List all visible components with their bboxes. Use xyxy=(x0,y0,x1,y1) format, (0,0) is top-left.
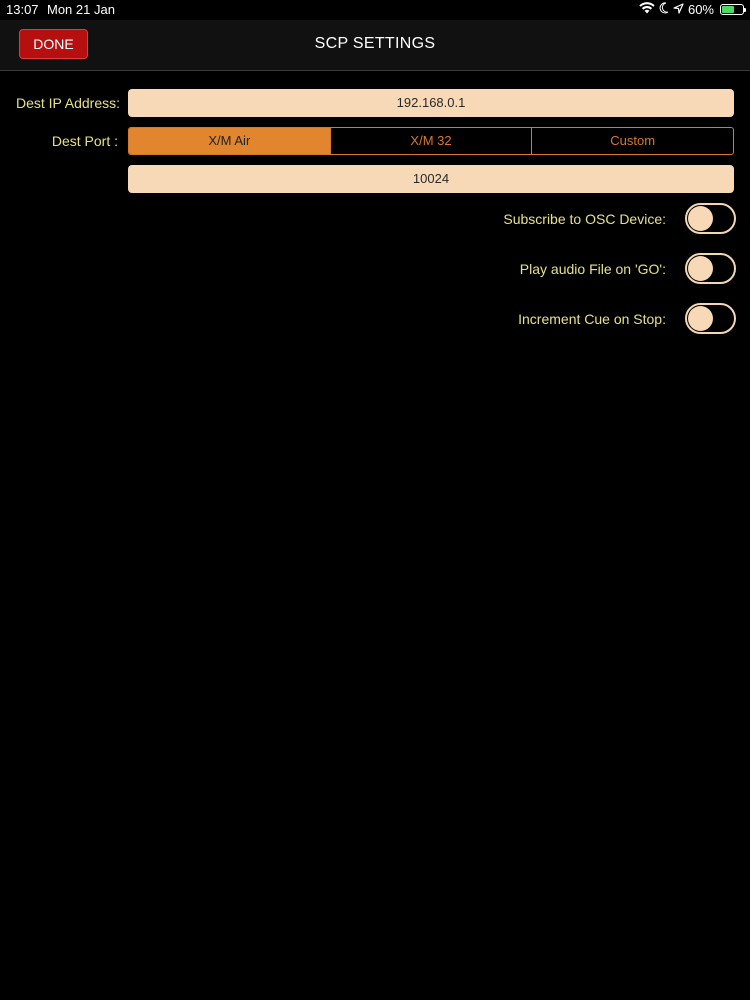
dest-port-label: Dest Port : xyxy=(51,133,118,149)
status-date: Mon 21 Jan xyxy=(47,2,115,17)
increment-cue-label: Increment Cue on Stop: xyxy=(518,311,666,327)
battery-icon xyxy=(720,4,744,15)
battery-fill xyxy=(722,6,734,13)
done-button[interactable]: DONE xyxy=(19,29,88,59)
nav-bar xyxy=(0,20,750,71)
moon-icon xyxy=(659,2,669,17)
play-audio-toggle[interactable] xyxy=(685,253,736,284)
segment-custom[interactable]: Custom xyxy=(610,133,656,148)
port-preset-segmented-control xyxy=(128,127,734,155)
battery-percent: 60% xyxy=(687,2,714,17)
status-time: 13:07 xyxy=(6,2,39,17)
status-right-group xyxy=(639,2,744,17)
subscribe-osc-toggle[interactable] xyxy=(685,203,736,234)
increment-cue-toggle[interactable] xyxy=(685,303,736,334)
dest-ip-field[interactable]: 192.168.0.1 xyxy=(128,89,734,117)
dest-ip-label: Dest IP Address: xyxy=(15,95,120,111)
toggle-knob xyxy=(688,206,713,231)
wifi-icon xyxy=(639,2,655,17)
dest-port-field[interactable]: 10024 xyxy=(128,165,734,193)
subscribe-osc-label: Subscribe to OSC Device: xyxy=(503,211,666,227)
toggle-knob xyxy=(688,306,713,331)
toggle-knob xyxy=(688,256,713,281)
segment-xm-32[interactable]: X/M 32 xyxy=(331,128,533,154)
status-bar xyxy=(0,0,750,20)
play-audio-label: Play audio File on 'GO': xyxy=(519,261,666,277)
page-title: SCP SETTINGS xyxy=(314,35,436,52)
location-arrow-icon xyxy=(673,2,684,17)
battery-tip xyxy=(744,8,746,12)
segment-xm-air[interactable]: X/M Air xyxy=(129,128,331,154)
